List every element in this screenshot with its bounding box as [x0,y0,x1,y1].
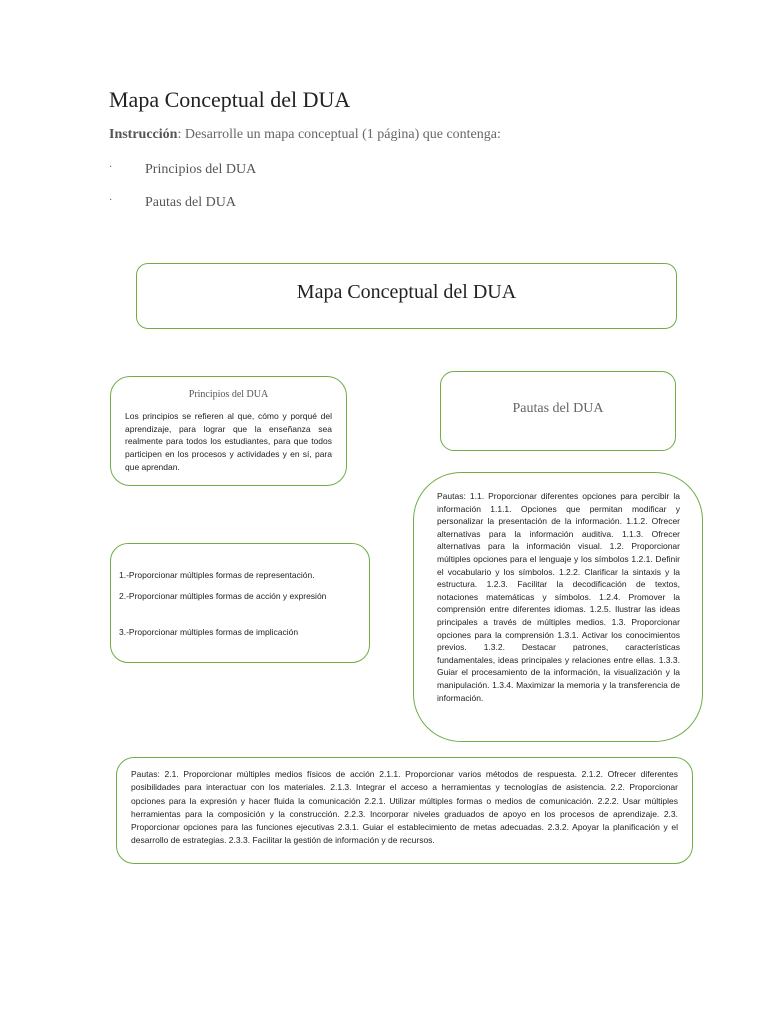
pautas-header-title: Pautas del DUA [512,401,604,416]
bullet-dot-icon: · [109,195,113,206]
document-title: Mapa Conceptual del DUA [109,87,351,112]
bullet-dot-icon: · [109,162,113,173]
pautas-group-2-text: Pautas: 2.1. Proporcionar múltiples medios físicos de acción 2.1.1. Proporcionar varios métodos de respuesta. 2.1.2. Ofrecer diferentes posibilidades para interactuar con los materiales. 2.1.3. Integrar el acceso a herramientas y tecnologías de asistencia. 2.2. Proporcionar opciones para la expresión y hacer fluida la comunicación 2.2.1. Utilizar múltiples formas o medios de comunicación. 2.2.2. Usar múltiples herramientas para la composición y la construcción. 2.2.3. Incorporar niveles graduados de apoyo en los procesos de aprendizaje. 2.3. Proporcionar opciones para las funciones ejecutivas 2.3.1. Guiar el establecimiento de metas adecuadas. 2.3.2. Apoyar la planificación y el desarrollo de estrategias. 2.3.3. Facilitar la gestión de información y de recursos. [131,769,678,846]
principles-list-item: 2.-Proporcionar múltiples formas de acción y expresión [119,591,327,601]
principles-list-item: 1.-Proporcionar múltiples formas de representación. [119,570,315,580]
instruction-line [109,127,501,143]
pautas-group-2-box [116,757,693,864]
principles-box [110,376,347,486]
pautas-group-1-text: Pautas: 1.1. Proporcionar diferentes opciones para percibir la información 1.1.1. Opciones que permitan modificar y personalizar la presentación de la información. 1.1.2. Ofrecer alternativas para la información auditiva. 1.1.3. Ofrecer alternativas para la información visual. 1.2. Proporcionar múltiples opciones para el lenguaje y los símbolos 1.2.1. Definir el vocabulario y los símbolos. 1.2.2. Clarificar la sintaxis y la estructura. 1.2.3. Facilitar la decodificación de textos, notaciones matemáticas y símbolos. 1.2.4. Promover la comprensión entre diferentes idiomas. 1.2.5. Ilustrar las ideas principales a través de múltiples medios. 1.3. Proporcionar opciones para la comprensión 1.3.1. Activar los conocimientos previos. 1.3.2. Destacar patrones, características fundamentales, ideas principales y relaciones entre ellas. 1.3.3. Guiar el procesamiento de la información, la visualización y la manipulación. 1.3.4. Maximizar la memoria y la transferencia de información. [437,491,680,703]
concept-map-title-box [136,263,677,329]
pautas-header-box [440,371,676,451]
concept-map-title: Mapa Conceptual del DUA [296,280,517,303]
principles-list-item: 3.-Proporcionar múltiples formas de implicación [119,627,299,637]
principles-heading: Principios del DUA [188,389,269,400]
principles-list-box [110,543,370,663]
principles-description: Los principios se refieren al que, cómo y porqué del aprendizaje, para lograr que la enseñanza sea realmente para todos los estudiantes, para que todos participen en los procesos y actividades y en sí, para que aprendan. [125,411,332,472]
instruction-label: Instrucción [109,127,178,142]
bullet-text: Pautas del DUA [145,195,236,210]
instruction-text: : Desarrolle un mapa conceptual (1 página) que contenga: [177,127,501,142]
bullet-text: Principios del DUA [145,162,257,177]
pautas-group-1-box [413,472,703,742]
